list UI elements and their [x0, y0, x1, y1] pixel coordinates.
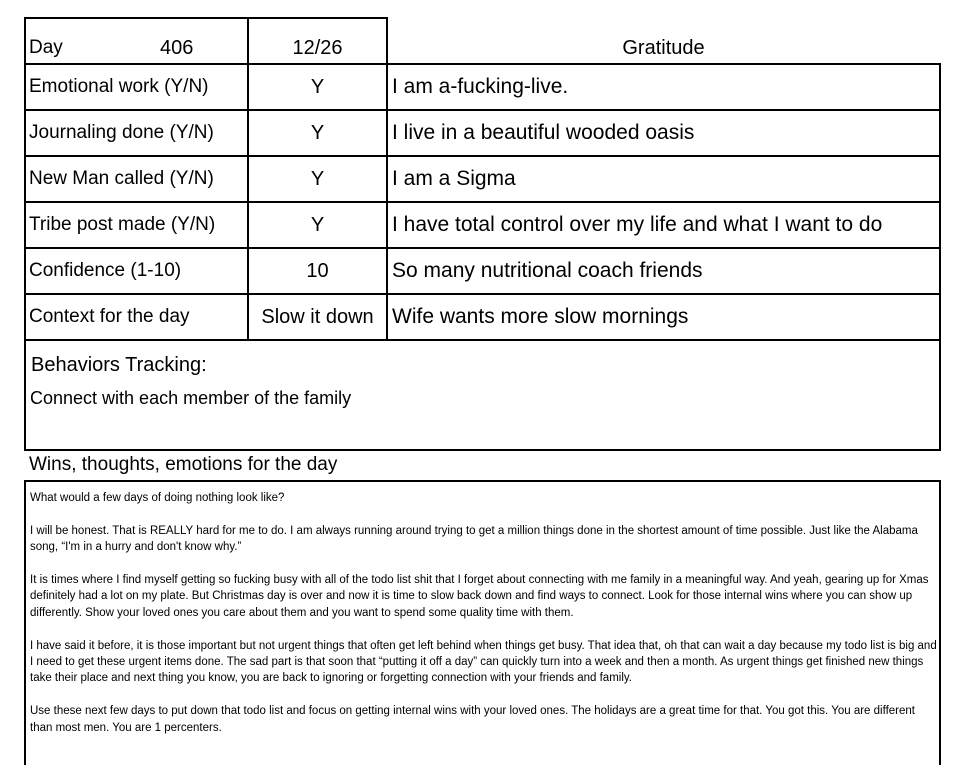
gratitude-item: Wife wants more slow mornings	[392, 305, 689, 328]
wins-title: Wins, thoughts, emotions for the day	[29, 454, 338, 475]
day-number: 406	[160, 36, 194, 59]
date-value: 12/26	[292, 36, 343, 59]
behaviors-title: Behaviors Tracking:	[31, 354, 207, 376]
row-label-new-man-called: New Man called (Y/N)	[29, 168, 214, 189]
row-label-emotional-work: Emotional work (Y/N)	[29, 76, 209, 97]
wins-paragraph: Use these next few days to put down that todo list and focus on getting internal wins with your loved ones. The holidays are a great time for that. You got this. You are different than most men. You are 1 percenters.	[30, 705, 915, 734]
gratitude-item: I am a-fucking-live.	[392, 75, 569, 98]
row-value-context: Slow it down	[261, 305, 374, 328]
wins-paragraph: I will be honest. That is REALLY hard for me to do. I am always running around trying to get a million things done in the shortest amount of time possible. Just like the Alabama song, “I'm in a hurry and don't know why.”	[30, 524, 918, 554]
row-value-emotional-work: Y	[310, 75, 325, 98]
gratitude-item: So many nutritional coach friends	[392, 259, 703, 282]
wins-text-box	[24, 480, 941, 765]
behaviors-bottom-line	[24, 449, 941, 451]
wins-paragraph: What would a few days of doing nothing look like?	[30, 492, 285, 504]
gratitude-title: Gratitude	[622, 36, 705, 59]
wins-paragraph: I have said it before, it is those important but not urgent things that often get left behind when things get busy. That idea that, oh that can wait a day because my todo list is big and I need to get these urgent items done. The sad part is that soon that “putting it off a day” can quickly turn into a week and then a month. As urgent things get finished new things take their place and next thing you know, you are back to ignoring or forgetting connection with your friends and family.	[30, 639, 937, 685]
grid-right-line	[939, 63, 941, 451]
row-label-context: Context for the day	[29, 306, 190, 327]
row-value-tribe-post: Y	[310, 213, 325, 236]
grid-row-line	[24, 339, 941, 341]
row-label-tribe-post: Tribe post made (Y/N)	[29, 214, 216, 235]
row-value-confidence: 10	[306, 259, 329, 282]
row-value-journaling: Y	[310, 121, 325, 144]
row-value-new-man-called: Y	[310, 167, 325, 190]
wins-paragraph: It is times where I find myself getting so fucking busy with all of the todo list shit that I forget about connecting with me family in a meaningful way. And yeah, gearing up for Xmas definitely had a lot on my plate. But Christmas day is over and now it is time to slow back down and find ways to connect. Look for those internal wins where you can show up differently. Show your loved ones you care about them and you want to spend some quality time with them.	[30, 574, 929, 619]
grid-top-line	[24, 17, 387, 19]
gratitude-item: I live in a beautiful wooded oasis	[392, 121, 695, 144]
behaviors-item: Connect with each member of the family	[30, 388, 352, 408]
row-label-confidence: Confidence (1-10)	[29, 260, 182, 281]
gratitude-item: I am a Sigma	[392, 167, 516, 190]
gratitude-item: I have total control over my life and what I want to do	[392, 213, 883, 236]
day-label: Day	[29, 37, 63, 58]
row-label-journaling: Journaling done (Y/N)	[29, 122, 214, 143]
